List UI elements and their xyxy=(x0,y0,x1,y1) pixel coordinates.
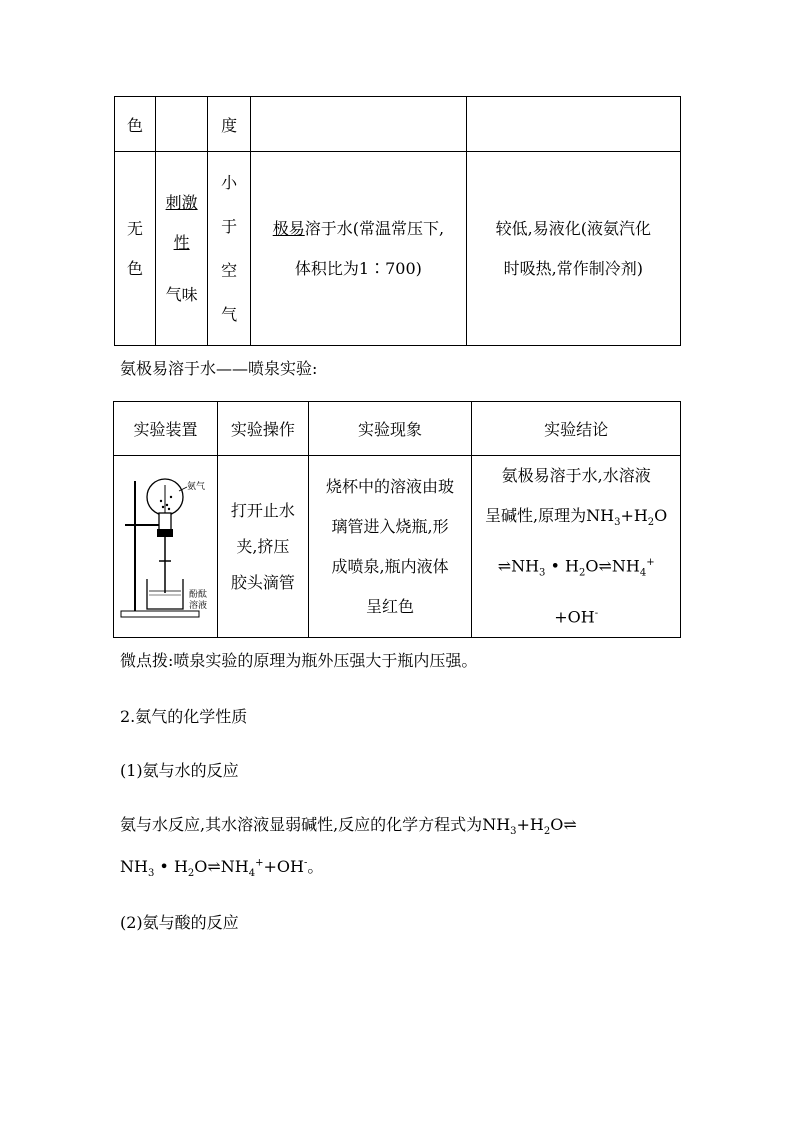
header-conclusion: 实验结论 xyxy=(472,402,681,456)
cell-odor: 刺激 性 气味 xyxy=(156,152,208,346)
section-2-title: 2.氨气的化学性质 xyxy=(120,707,248,726)
cell-color: 无 色 xyxy=(115,152,156,346)
subsection-1-body-line1: 氨与水反应,其水溶液显弱碱性,反应的化学方程式为$NH_3+H_2O\rightleftharpoons$ xyxy=(120,815,577,838)
subsection-1-body-line2: $NH_3$ • $H_2O\rightleftharpoons NH_4^++OH^-$。 xyxy=(120,857,324,880)
header-phenomenon: 实验现象 xyxy=(308,402,472,456)
table-row xyxy=(114,456,681,638)
cell-solubility: 极易溶于水(常温常压下, 体积比为1∶700) xyxy=(251,152,466,346)
subsection-1-title: (1)氨与水的反应 xyxy=(120,761,239,780)
table-row xyxy=(114,402,681,456)
cell-color-header: 色 xyxy=(115,97,156,152)
properties-table xyxy=(114,96,681,346)
cell-odor-header xyxy=(156,97,208,152)
label-phenolphthalein: 酚酞 xyxy=(189,589,208,600)
fountain-apparatus-diagram xyxy=(117,467,213,627)
cell-phenomenon: 烧杯中的溶液由玻 璃管进入烧瓶,形 成喷泉,瓶内液体 呈红色 xyxy=(308,456,472,638)
conclusion-equation-1: 呈碱性,原理为$NH_3+H_2O$ xyxy=(485,506,668,529)
cell-operation: 打开止水 夹,挤压 胶头滴管 xyxy=(217,456,308,638)
label-solution: 溶液 xyxy=(189,600,208,611)
cell-apparatus xyxy=(114,456,218,638)
header-operation: 实验操作 xyxy=(217,402,308,456)
intro-text: 氨极易溶于水——喷泉实验: xyxy=(120,359,318,378)
cell-boiling-header xyxy=(466,97,680,152)
subsection-2-title: (2)氨与酸的反应 xyxy=(120,913,239,932)
conclusion-equation-2: $\rightleftharpoons NH_3$ • $H_2O\rightleftharpoons NH_4^+$ xyxy=(497,556,655,579)
cell-density-header: 度 xyxy=(208,97,251,152)
table-row xyxy=(115,152,681,346)
cell-boiling: 较低,易液化(液氨汽化 时吸热,常作制冷剂) xyxy=(466,152,680,346)
cell-density: 小 于 空 气 xyxy=(208,152,251,346)
cell-conclusion: 氨极易溶于水,水溶液 呈碱性,原理为$NH_3+H_2O$ $\rightleftharpoons NH_3$ • $H_2O\rightleftharpoons NH_4^+$ +OH- xyxy=(472,456,681,638)
label-ammonia: 氨气 xyxy=(187,481,206,492)
cell-solubility-header xyxy=(251,97,466,152)
tip-text: 微点拨:喷泉实验的原理为瓶外压强大于瓶内压强。 xyxy=(120,651,478,670)
header-apparatus: 实验装置 xyxy=(114,402,218,456)
fountain-experiment-table xyxy=(113,401,681,638)
table-row xyxy=(115,97,681,152)
